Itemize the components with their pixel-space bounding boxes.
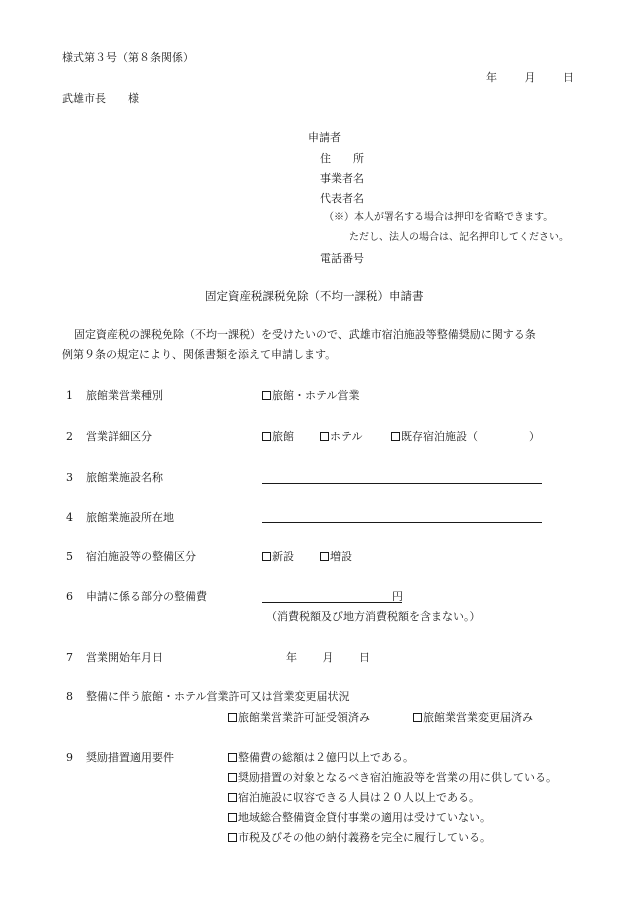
item-2-label: 営業詳細区分 <box>86 430 152 443</box>
applicant-label: 申請者 <box>308 131 341 144</box>
item-2-option-existing[interactable]: 既存宿泊施設（ <box>391 430 478 443</box>
item-2-close-paren: ） <box>529 430 540 443</box>
item-1-option-ryokan-hotel[interactable]: 旅館・ホテル営業 <box>262 389 359 402</box>
applicant-address-label: 住 所 <box>320 152 364 165</box>
checkbox[interactable] <box>228 813 237 822</box>
item-2-option-hotel[interactable]: ホテル <box>320 430 362 443</box>
item-9-number: 9 <box>66 751 73 764</box>
cost-amount-field[interactable] <box>262 602 402 603</box>
intro-line-1: 固定資産税の課税免除（不均一課税）を受けたいので、武雄市宿泊施設等整備奨励に関する条 <box>74 328 536 341</box>
business-start-date[interactable] <box>286 651 370 664</box>
date-month: 月 <box>524 71 536 84</box>
checkbox[interactable] <box>228 773 237 782</box>
requirement-4[interactable]: 地域総合整備資金貸付事業の適用は受けていない。 <box>228 811 491 824</box>
seal-note-1: （※）本人が署名する場合は押印を省略できます。 <box>324 212 554 223</box>
submission-date <box>486 71 574 84</box>
item-4-number: 4 <box>66 511 73 524</box>
applicant-business-name-label: 事業者名 <box>320 172 364 185</box>
item-2-option-ryokan[interactable]: 旅館 <box>262 430 294 443</box>
item-5-option-expansion[interactable]: 増設 <box>320 550 352 563</box>
item-2-number: 2 <box>66 430 73 443</box>
addressee: 武雄市長 様 <box>62 92 139 105</box>
start-day: 日 <box>359 651 370 664</box>
checkbox[interactable] <box>320 432 329 441</box>
start-year: 年 <box>286 651 297 664</box>
checkbox[interactable] <box>228 833 237 842</box>
item-6-unit: 円 <box>392 590 403 603</box>
checkbox[interactable] <box>262 391 271 400</box>
item-6-number: 6 <box>66 590 73 603</box>
item-4-label: 旅館業施設所在地 <box>86 511 174 524</box>
item-8-option-change-filed[interactable]: 旅館業営業変更届済み <box>413 711 533 724</box>
applicant-representative-label: 代表者名 <box>320 192 364 205</box>
item-8-option-permit-received[interactable]: 旅館業営業許可証受領済み <box>228 711 370 724</box>
item-3-label: 旅館業施設名称 <box>86 471 163 484</box>
item-5-option-new[interactable]: 新設 <box>262 550 294 563</box>
item-7-number: 7 <box>66 651 73 664</box>
requirement-1[interactable]: 整備費の総額は２億円以上である。 <box>228 751 414 764</box>
facility-name-field[interactable] <box>262 483 542 484</box>
applicant-phone-label: 電話番号 <box>320 252 364 265</box>
item-5-number: 5 <box>66 550 73 563</box>
date-year: 年 <box>486 71 497 84</box>
checkbox[interactable] <box>320 552 329 561</box>
item-6-tax-note: （消費税額及び地方消費税額を含まない。） <box>266 610 481 623</box>
item-3-number: 3 <box>66 471 73 484</box>
item-5-label: 宿泊施設等の整備区分 <box>86 550 196 563</box>
form-number: 様式第３号（第８条関係） <box>62 51 194 64</box>
requirement-2[interactable]: 奨励措置の対象となるべき宿泊施設等を営業の用に供している。 <box>228 771 557 784</box>
facility-address-field[interactable] <box>262 522 542 523</box>
checkbox[interactable] <box>391 432 400 441</box>
item-8-label: 整備に伴う旅館・ホテル営業許可又は営業変更届状況 <box>86 690 350 703</box>
date-day: 日 <box>563 71 574 84</box>
document-title: 固定資産税課税免除（不均一課税）申請書 <box>205 289 424 303</box>
item-8-number: 8 <box>66 690 73 703</box>
intro-line-2: 例第９条の規定により、関係書類を添えて申請します。 <box>62 348 337 361</box>
checkbox[interactable] <box>228 753 237 762</box>
checkbox[interactable] <box>228 793 237 802</box>
item-6-label: 申請に係る部分の整備費 <box>86 590 207 603</box>
item-1-label: 旅館業営業種別 <box>86 389 163 402</box>
item-9-label: 奨励措置適用要件 <box>86 751 174 764</box>
checkbox[interactable] <box>228 713 237 722</box>
requirement-3[interactable]: 宿泊施設に収容できる人員は２０人以上である。 <box>228 791 480 804</box>
item-1-number: 1 <box>66 389 73 402</box>
item-7-label: 営業開始年月日 <box>86 651 163 664</box>
seal-note-2: ただし、法人の場合は、記名押印してください。 <box>349 232 569 243</box>
checkbox[interactable] <box>262 432 271 441</box>
checkbox[interactable] <box>262 552 271 561</box>
requirement-5[interactable]: 市税及びその他の納付義務を完全に履行している。 <box>228 831 491 844</box>
checkbox[interactable] <box>413 713 422 722</box>
start-month: 月 <box>322 651 334 664</box>
